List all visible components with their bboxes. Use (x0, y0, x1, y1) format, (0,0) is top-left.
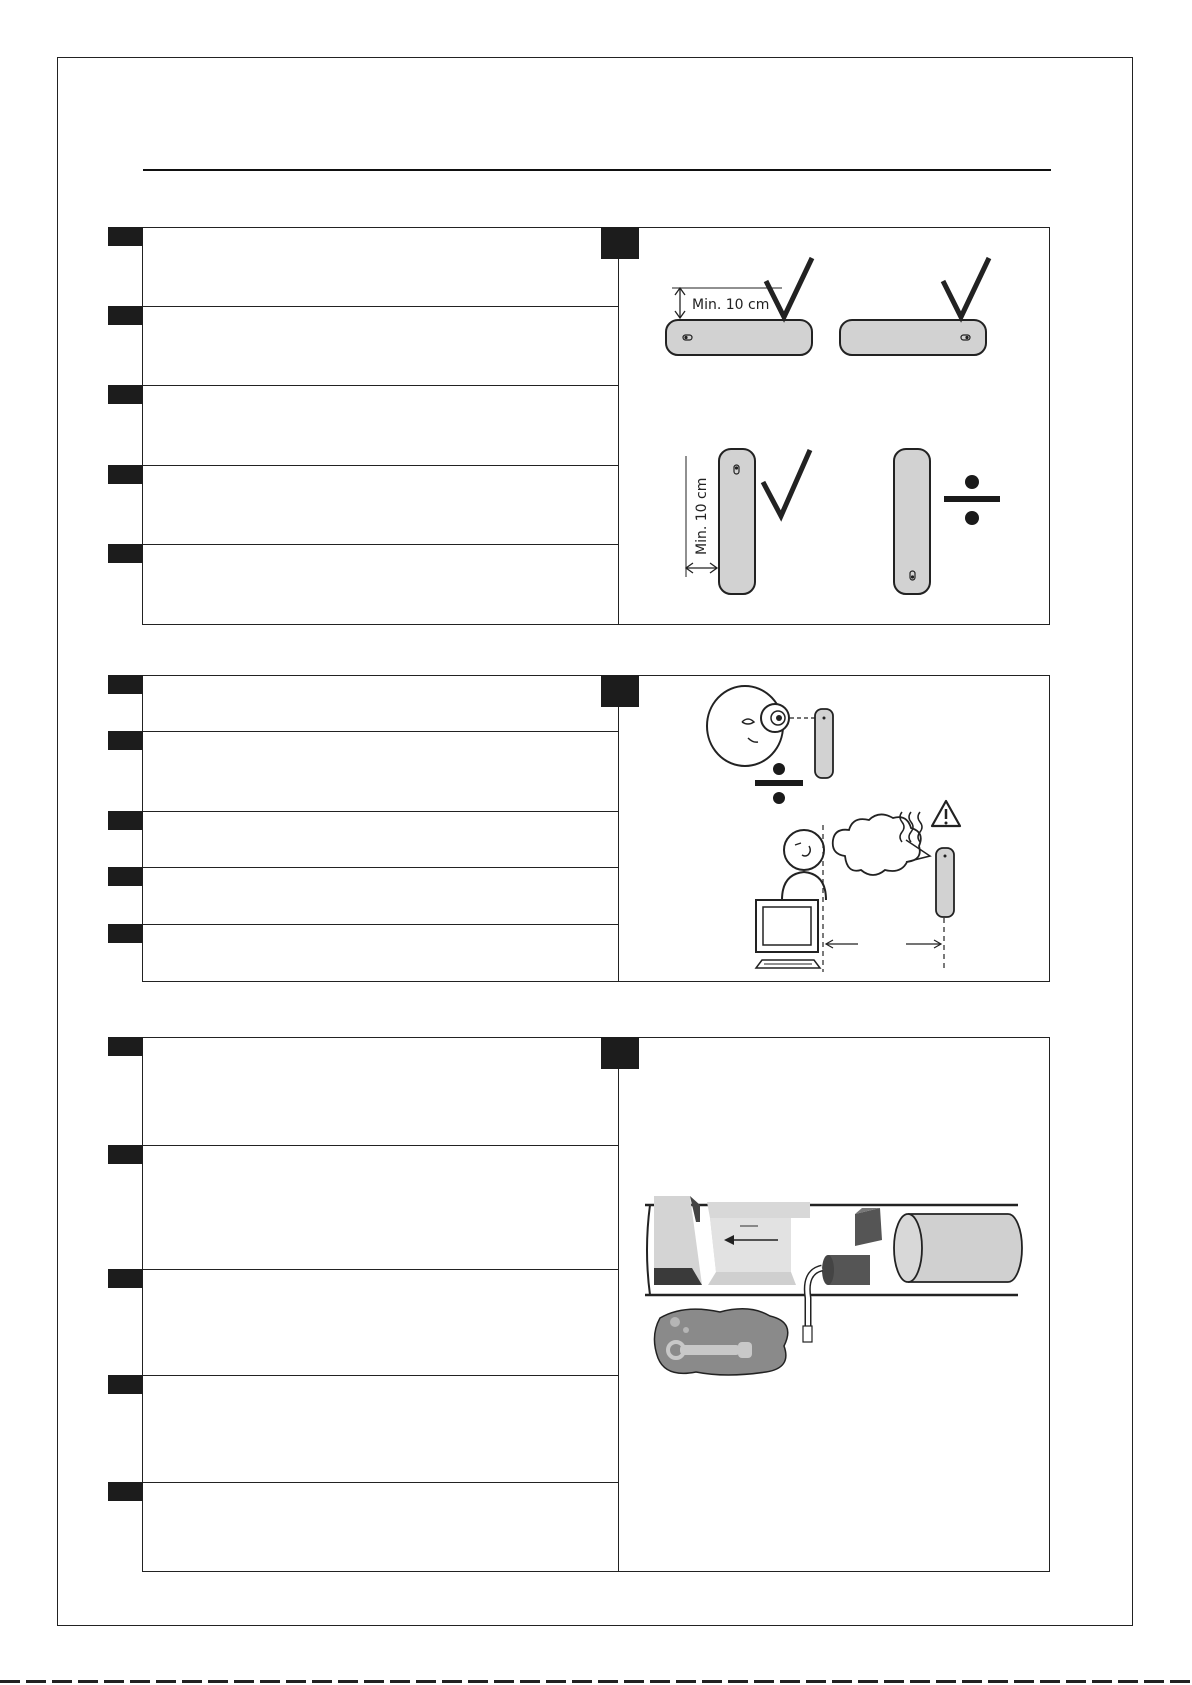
measure-label-vertical: Min. 10 cm (694, 477, 710, 555)
section-1-row-divider (142, 465, 619, 466)
step-tab (108, 465, 143, 484)
bag-icon (654, 1309, 787, 1375)
sensor-horizontal-right (840, 320, 986, 355)
step-tab (108, 867, 143, 886)
section-1-row-divider (142, 385, 619, 386)
measure-label-horizontal: Min. 10 cm (692, 297, 770, 313)
section-2-row-divider (142, 731, 619, 732)
not-allowed-icon (944, 475, 1000, 525)
section-1-row-divider (142, 544, 619, 545)
box-icon (654, 1196, 702, 1285)
warning-icon (932, 801, 960, 826)
step-tab (108, 1482, 143, 1501)
scan-edge-line (0, 1680, 1192, 1683)
person-at-computer-icon (756, 830, 826, 968)
cube-icon (855, 1208, 882, 1246)
check-icon (943, 258, 989, 317)
section-2-illustration (619, 676, 1049, 981)
section-1-row-divider (142, 306, 619, 307)
sensor-vertical-right (894, 449, 930, 594)
step-tab (108, 385, 143, 404)
step-tab (108, 544, 143, 563)
section-3-row-divider (142, 1482, 619, 1483)
section-2-row-divider (142, 811, 619, 812)
adapter-cable-icon (803, 1255, 870, 1342)
section-3-illustration (619, 1038, 1049, 1571)
section-2-row-divider (142, 867, 619, 868)
step-tab (108, 924, 143, 943)
not-allowed-icon (755, 763, 803, 804)
step-tab (108, 731, 143, 750)
section-2-row-divider (142, 924, 619, 925)
step-tab (108, 1269, 143, 1288)
step-tab (108, 811, 143, 830)
header-rule (143, 169, 1051, 171)
sensor-vertical (936, 848, 954, 917)
check-icon (763, 450, 810, 516)
cylinder-icon (894, 1214, 1022, 1282)
section-3-row-divider (142, 1375, 619, 1376)
open-box-icon (707, 1202, 810, 1285)
section-1-illustration (619, 228, 1049, 624)
sensor-vertical-left (719, 449, 755, 594)
sensor-horizontal-left (666, 320, 812, 355)
section-3-row-divider (142, 1269, 619, 1270)
step-tab (108, 1145, 143, 1164)
step-tab (108, 1375, 143, 1394)
breath-cloud-icon (833, 814, 921, 875)
step-tab (108, 306, 143, 325)
step-tab (108, 1037, 143, 1056)
section-3-row-divider (142, 1145, 619, 1146)
person-eye-icon (707, 686, 789, 766)
step-tab (108, 675, 143, 694)
step-tab (108, 227, 143, 246)
